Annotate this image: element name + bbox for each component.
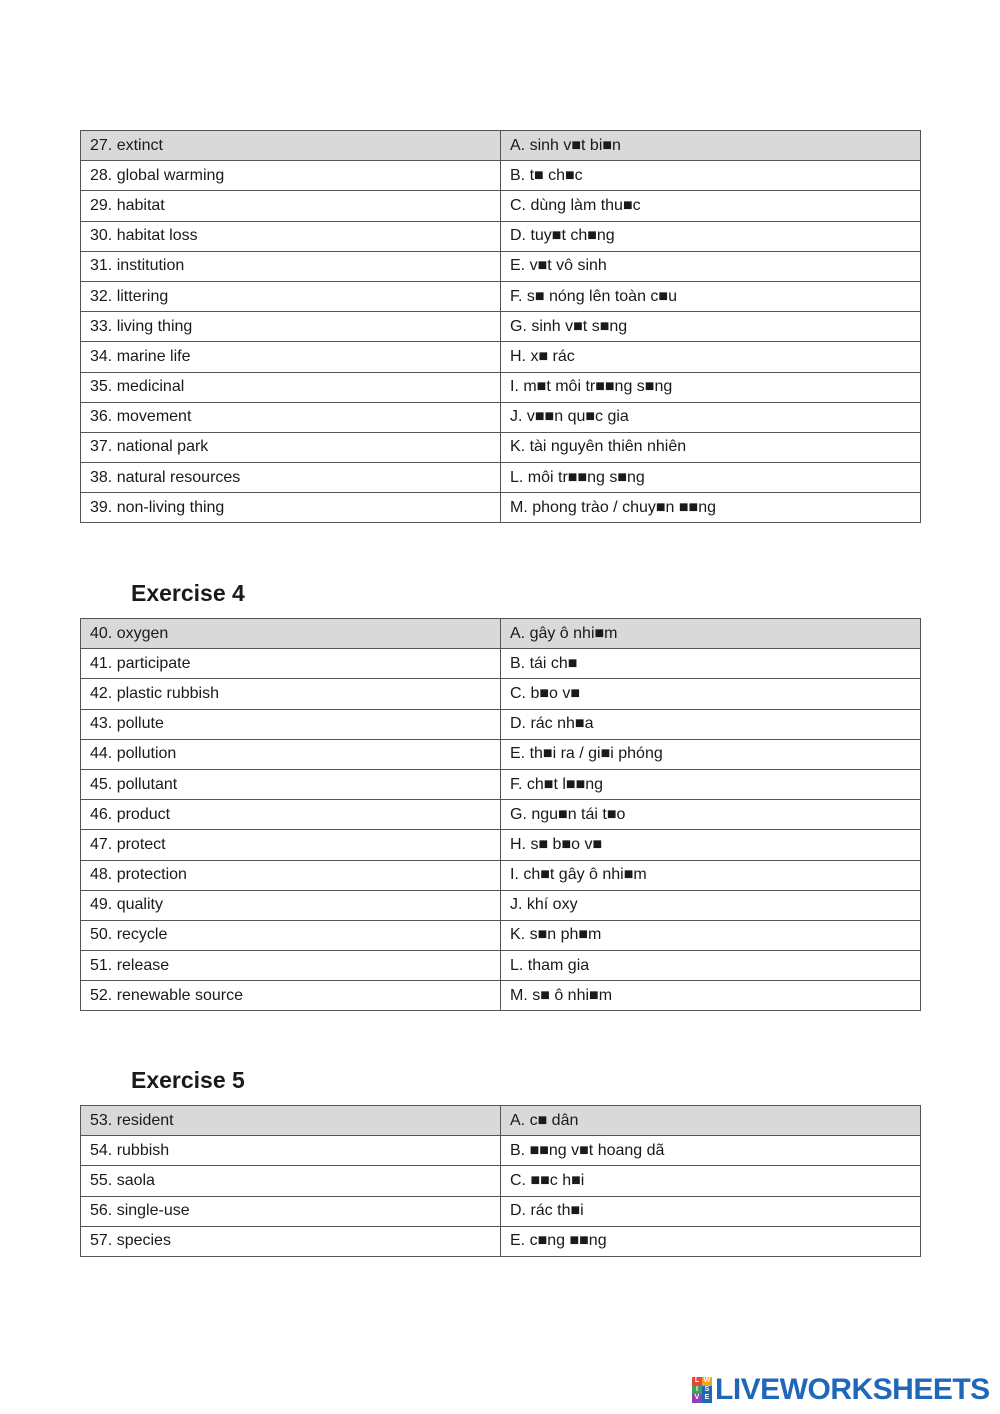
vietnamese-meaning-cell: H. x■ rác bbox=[501, 342, 921, 372]
vietnamese-meaning-cell: M. phong trào / chuy■n ■■ng bbox=[501, 493, 921, 523]
table-row bbox=[81, 191, 921, 221]
table-row bbox=[81, 372, 921, 402]
table-row bbox=[81, 830, 921, 860]
english-term-cell: 37. national park bbox=[81, 432, 501, 462]
english-term-cell: 46. product bbox=[81, 800, 501, 830]
vocab-table-1 bbox=[80, 130, 921, 523]
vocab-table-exercise-5-body bbox=[81, 1106, 921, 1257]
english-term-cell: 49. quality bbox=[81, 890, 501, 920]
vietnamese-meaning-cell: A. sinh v■t bi■n bbox=[501, 131, 921, 161]
english-term-cell: 51. release bbox=[81, 951, 501, 981]
table-row bbox=[81, 679, 921, 709]
table-row bbox=[81, 342, 921, 372]
liveworksheets-logo-mark bbox=[692, 1377, 712, 1403]
vietnamese-meaning-cell: J. khí oxy bbox=[501, 890, 921, 920]
english-term-cell: 35. medicinal bbox=[81, 372, 501, 402]
vietnamese-meaning-cell: K. tài nguyên thiên nhiên bbox=[501, 432, 921, 462]
vietnamese-meaning-cell: D. rác nh■a bbox=[501, 709, 921, 739]
vietnamese-meaning-cell: A. c■ dân bbox=[501, 1106, 921, 1136]
vietnamese-meaning-cell: A. gây ô nhi■m bbox=[501, 619, 921, 649]
english-term-cell: 52. renewable source bbox=[81, 981, 501, 1011]
table-row bbox=[81, 402, 921, 432]
table-row bbox=[81, 1106, 921, 1136]
table-row bbox=[81, 649, 921, 679]
table-row bbox=[81, 709, 921, 739]
table-row bbox=[81, 161, 921, 191]
vietnamese-meaning-cell: L. tham gia bbox=[501, 951, 921, 981]
table-row bbox=[81, 860, 921, 890]
english-term-cell: 56. single-use bbox=[81, 1196, 501, 1226]
vietnamese-meaning-cell: F. ch■t l■■ng bbox=[501, 769, 921, 799]
vietnamese-meaning-cell: E. v■t vô sinh bbox=[501, 251, 921, 281]
english-term-cell: 38. natural resources bbox=[81, 463, 501, 493]
english-term-cell: 27. extinct bbox=[81, 131, 501, 161]
exercise-5-heading: Exercise 5 bbox=[131, 1067, 245, 1093]
liveworksheets-logo-text: LIVEWORKSHEETS bbox=[715, 1373, 990, 1406]
logo-mark-tile: W bbox=[703, 1377, 711, 1384]
vietnamese-meaning-cell: E. c■ng ■■ng bbox=[501, 1226, 921, 1256]
table-row bbox=[81, 131, 921, 161]
vietnamese-meaning-cell: B. ■■ng v■t hoang dã bbox=[501, 1136, 921, 1166]
table-row bbox=[81, 463, 921, 493]
table-row bbox=[81, 1136, 921, 1166]
english-term-cell: 34. marine life bbox=[81, 342, 501, 372]
vietnamese-meaning-cell: C. dùng làm thu■c bbox=[501, 191, 921, 221]
vietnamese-meaning-cell: K. s■n ph■m bbox=[501, 920, 921, 950]
vietnamese-meaning-cell: C. ■■c h■i bbox=[501, 1166, 921, 1196]
table-row bbox=[81, 251, 921, 281]
english-term-cell: 39. non-living thing bbox=[81, 493, 501, 523]
vietnamese-meaning-cell: C. b■o v■ bbox=[501, 679, 921, 709]
vietnamese-meaning-cell: B. tái ch■ bbox=[501, 649, 921, 679]
english-term-cell: 36. movement bbox=[81, 402, 501, 432]
vietnamese-meaning-cell: I. ch■t gây ô nhi■m bbox=[501, 860, 921, 890]
vocab-table-exercise-4-body bbox=[81, 619, 921, 1011]
logo-mark-tile: I bbox=[692, 1386, 702, 1395]
english-term-cell: 47. protect bbox=[81, 830, 501, 860]
vietnamese-meaning-cell: G. sinh v■t s■ng bbox=[501, 312, 921, 342]
exercise-4-heading: Exercise 4 bbox=[131, 580, 245, 606]
english-term-cell: 32. littering bbox=[81, 281, 501, 311]
vietnamese-meaning-cell: D. tuy■t ch■ng bbox=[501, 221, 921, 251]
english-term-cell: 31. institution bbox=[81, 251, 501, 281]
vietnamese-meaning-cell: F. s■ nóng lên toàn c■u bbox=[501, 281, 921, 311]
table-row bbox=[81, 920, 921, 950]
english-term-cell: 40. oxygen bbox=[81, 619, 501, 649]
vietnamese-meaning-cell: J. v■■n qu■c gia bbox=[501, 402, 921, 432]
english-term-cell: 41. participate bbox=[81, 649, 501, 679]
logo-mark-tile: V bbox=[692, 1394, 702, 1403]
table-row bbox=[81, 769, 921, 799]
table-row bbox=[81, 1166, 921, 1196]
table-row bbox=[81, 951, 921, 981]
table-row bbox=[81, 432, 921, 462]
vietnamese-meaning-cell: E. th■i ra / gi■i phóng bbox=[501, 739, 921, 769]
english-term-cell: 44. pollution bbox=[81, 739, 501, 769]
vietnamese-meaning-cell: D. rác th■i bbox=[501, 1196, 921, 1226]
vocab-table-exercise-5 bbox=[80, 1105, 921, 1257]
vietnamese-meaning-cell: I. m■t môi tr■■ng s■ng bbox=[501, 372, 921, 402]
table-row bbox=[81, 312, 921, 342]
vocab-table-1-body bbox=[81, 131, 921, 523]
vietnamese-meaning-cell: G. ngu■n tái t■o bbox=[501, 800, 921, 830]
english-term-cell: 55. saola bbox=[81, 1166, 501, 1196]
english-term-cell: 28. global warming bbox=[81, 161, 501, 191]
english-term-cell: 33. living thing bbox=[81, 312, 501, 342]
english-term-cell: 50. recycle bbox=[81, 920, 501, 950]
english-term-cell: 42. plastic rubbish bbox=[81, 679, 501, 709]
vietnamese-meaning-cell: H. s■ b■o v■ bbox=[501, 830, 921, 860]
logo-mark-tile: L bbox=[692, 1377, 702, 1386]
vietnamese-meaning-cell: B. t■ ch■c bbox=[501, 161, 921, 191]
table-row bbox=[81, 739, 921, 769]
table-row bbox=[81, 1226, 921, 1256]
table-row bbox=[81, 221, 921, 251]
english-term-cell: 53. resident bbox=[81, 1106, 501, 1136]
english-term-cell: 57. species bbox=[81, 1226, 501, 1256]
logo-mark-tile: S bbox=[702, 1386, 712, 1395]
liveworksheets-logo[interactable] bbox=[692, 1374, 990, 1406]
table-row bbox=[81, 800, 921, 830]
table-row bbox=[81, 619, 921, 649]
vocab-table-exercise-4 bbox=[80, 618, 921, 1011]
english-term-cell: 29. habitat bbox=[81, 191, 501, 221]
vietnamese-meaning-cell: L. môi tr■■ng s■ng bbox=[501, 463, 921, 493]
table-row bbox=[81, 890, 921, 920]
vietnamese-meaning-cell: M. s■ ô nhi■m bbox=[501, 981, 921, 1011]
table-row bbox=[81, 493, 921, 523]
table-row bbox=[81, 281, 921, 311]
english-term-cell: 45. pollutant bbox=[81, 769, 501, 799]
english-term-cell: 48. protection bbox=[81, 860, 501, 890]
table-row bbox=[81, 981, 921, 1011]
logo-mark-tile: E bbox=[702, 1394, 712, 1403]
english-term-cell: 43. pollute bbox=[81, 709, 501, 739]
table-row bbox=[81, 1196, 921, 1226]
english-term-cell: 54. rubbish bbox=[81, 1136, 501, 1166]
english-term-cell: 30. habitat loss bbox=[81, 221, 501, 251]
